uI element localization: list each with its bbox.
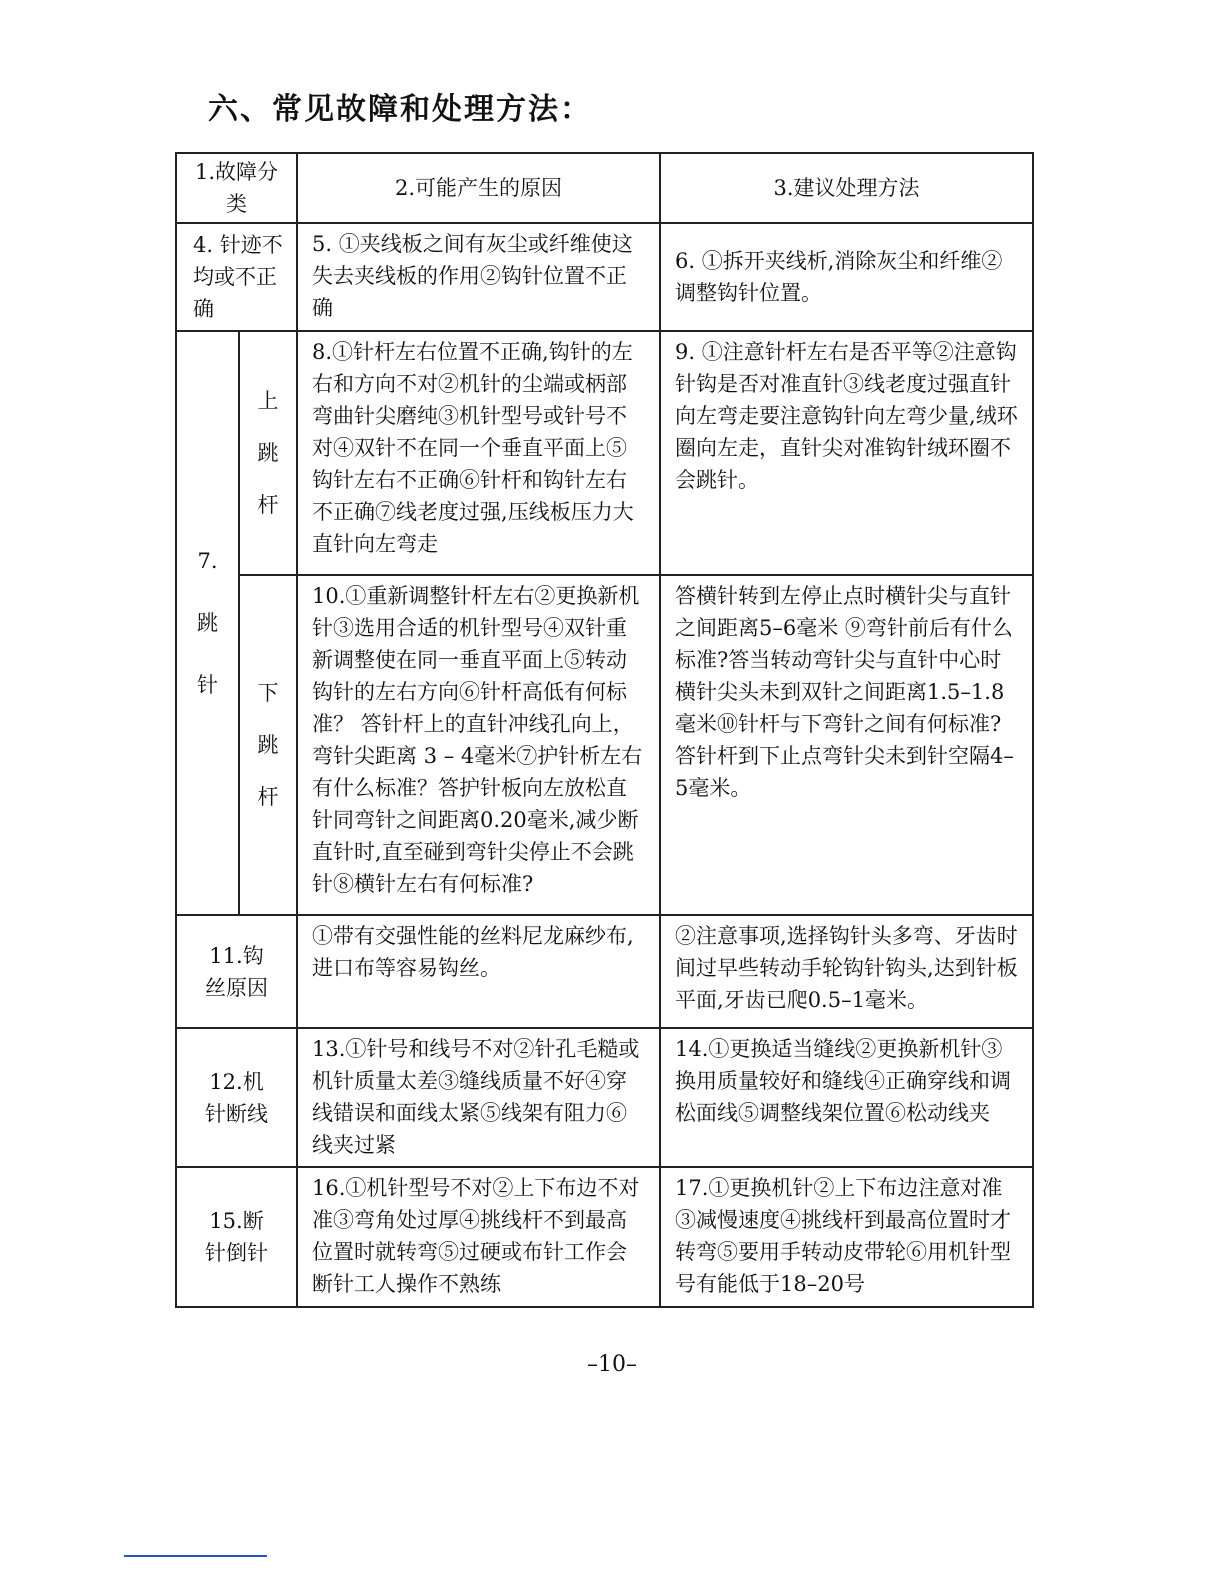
row1-solution: 6. ①拆开夹线析,消除灰尘和纤维②调整钩针位置。 [660,223,1033,331]
header-cause: 2.可能产生的原因 [297,153,660,223]
table-row [176,1167,1033,1307]
row2-category: 7.跳针 [176,331,239,915]
fault-table [175,152,1034,1308]
row3-solution: ②注意事项,选择钩针头多弯、牙齿时间过早些转动手轮钩针钩头,达到针板平面,牙齿已爬0.5–1毫米。 [660,915,1033,1028]
row3-cause: ①带有交强性能的丝料尼龙麻纱布,进口布等容易钩丝。 [297,915,660,1028]
table-row [176,1028,1033,1167]
row1-cause: 5. ①夹线板之间有灰尘或纤维使这失去夹线板的作用②钩针位置不正确 [297,223,660,331]
table-row [176,575,1033,915]
header-solution: 3.建议处理方法 [660,153,1033,223]
row3-category: 11.钩丝原因 [176,915,297,1028]
row4-category: 12.机针断线 [176,1028,297,1167]
header-category: 1.故障分类 [176,153,297,223]
row2-sub-lower: 下跳杆 [239,575,297,915]
row5-category: 15.断针倒针 [176,1167,297,1307]
row2-lower-cause: 10.①重新调整针杆左右②更换新机针③选用合适的机针型号④双针重新调整使在同一垂直平面上⑤转动钩针的左右方向⑥针杆高低有何标准？ 答针杆上的直针冲线孔向上，弯针尖距离 3 – 4毫米⑦护针析左右有什么标准？答护针板向左放松直针同弯针之间距离0.20毫米,减少断直针时,直至碰到弯针尖停止不会跳针⑧横针左右有何标准? [297,575,660,915]
table-row [176,331,1033,575]
table-header-row [176,153,1033,223]
row2-upper-cause: 8.①针杆左右位置不正确,钩针的左右和方向不对②机针的尘端或柄部弯曲针尖磨纯③机针型号或针号不对④双针不在同一个垂直平面上⑤钩针左右不正确⑥针杆和钩针左右不正确⑦线老度过强,压线板压力大直针向左弯走 [297,331,660,575]
table-row [176,915,1033,1028]
row2-sub-upper: 上跳杆 [239,331,297,575]
page-heading: 六、常见故障和处理方法： [208,92,592,127]
row4-cause: 13.①针号和线号不对②针孔毛糙或机针质量太差③缝线质量不好④穿线错误和面线太紧⑤线架有阻力⑥线夹过紧 [297,1028,660,1167]
row2-upper-solution: 9. ①注意针杆左右是否平等②注意钩针钩是否对准直针③线老度过强直针向左弯走要注意钩针向左弯少量,绒环圈向左走，直针尖对准钩针绒环圈不会跳针。 [660,331,1033,575]
row5-cause: 16.①机针型号不对②上下布边不对准③弯角处过厚④挑线杆不到最高位置时就转弯⑤过硬或布针工作会断针工人操作不熟练 [297,1167,660,1307]
page-number: –10– [587,1352,637,1377]
blue-underline-mark [124,1555,267,1557]
row4-solution: 14.①更换适当缝线②更换新机针③换用质量较好和缝线④正确穿线和调松面线⑤调整线架位置⑥松动线夹 [660,1028,1033,1167]
table-row [176,223,1033,331]
row2-lower-solution: 答横针转到左停止点时横针尖与直针之间距离5–6毫米 ⑨弯针前后有什么标准?答当转动弯针尖与直针中心时横针尖头未到双针之间距离1.5–1.8毫米⑩针杆与下弯针之间有何标准? 答针杆到下止点弯针尖未到针空隔4–5毫米。 [660,575,1033,915]
row5-solution: 17.①更换机针②上下布边注意对准③减慢速度④挑线杆到最高位置时才转弯⑤要用手转动皮带轮⑥用机针型号有能低于18–20号 [660,1167,1033,1307]
row1-category: 4. 针迹不均或不正确 [176,223,297,331]
